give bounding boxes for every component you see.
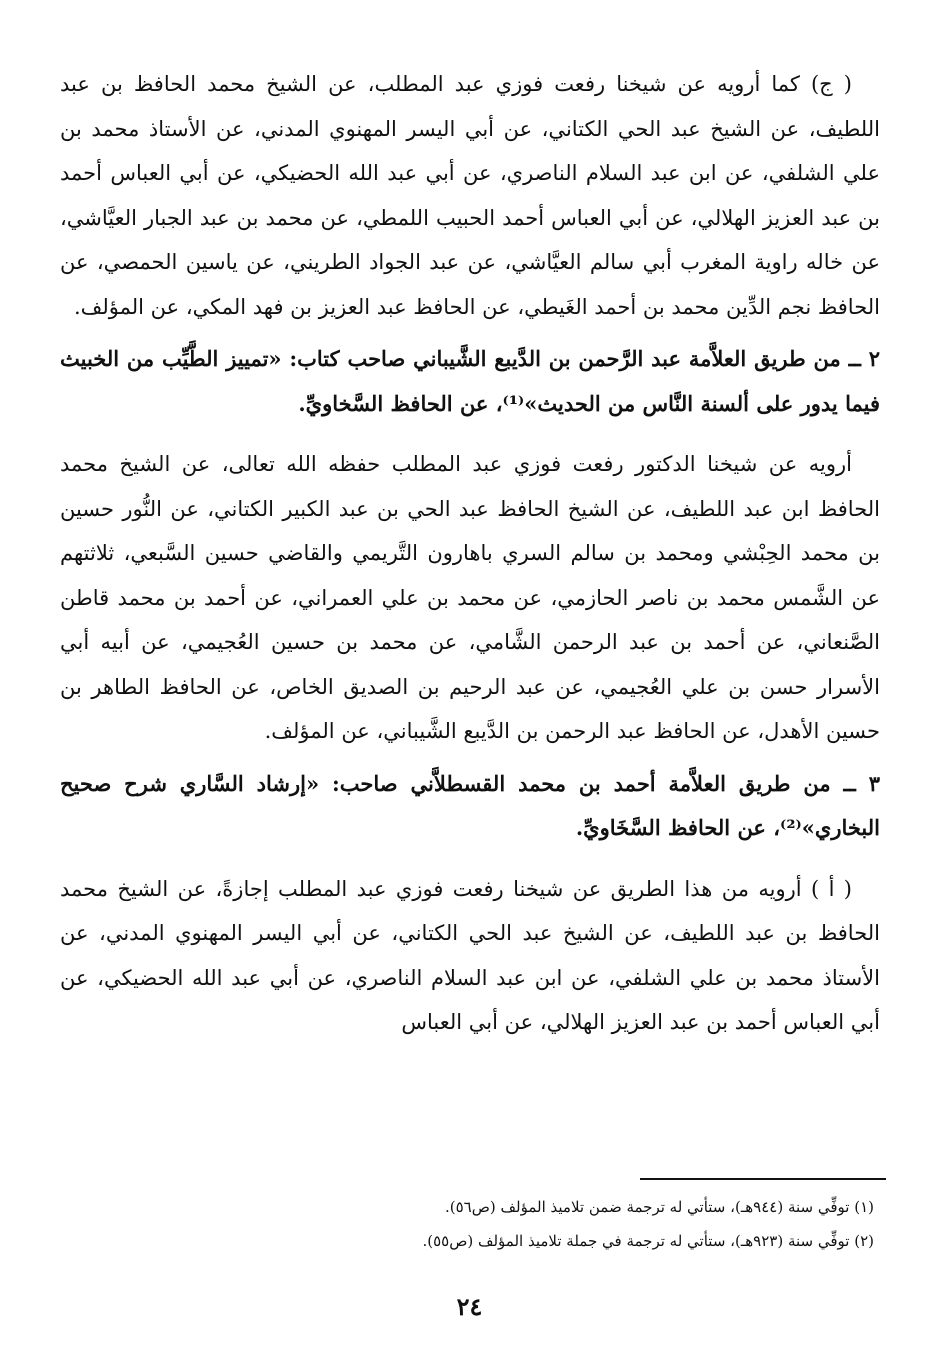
paragraph-isnad-c: ( ج) كما أرويه عن شيخنا رفعت فوزي عبد المطلب، عن الشيخ محمد الحافظ بن عبد اللطيف، عن الشيخ عبد الحي الكتاني، عن أبي اليسر المهنوي المدني، عن الأستاذ محمد بن علي الشلفي، عن ابن عبد السلام الناصري، عن أبي عبد الله الحضيكي، عن أبي العباس أحمد بن عبد العزيز الهلالي، عن أبي العباس أحمد الحبيب اللمطي، عن محمد بن عبد الجبار العيَّاشي، عن خاله راوية المغرب أبي سالم العيَّاشي، عن عبد الجواد الطريني، عن ياسين الحمصي، عن الحافظ نجم الدِّين محمد بن أحمد الغَيطي، عن الحافظ عبد العزيز بن فهد المكي، عن المؤلف. <box>60 72 880 319</box>
heading-section-2: ٢ ــ من طريق العلاَّمة عبد الرَّحمن بن الدَّيبع الشَّيباني صاحب كتاب: «تمييز الطَّيِّب من الخبيث فيما يدور على ألسنة النَّاس من الحديث»⁽¹⁾، عن الحافظ السَّخاويِّ. <box>60 346 880 416</box>
page-number: ٢٤ <box>456 1292 483 1321</box>
footnote-1: (١) توفِّي سنة (٩٤٤هـ)، ستأتي له ترجمة ضمن تلاميذ المؤلف (ص٥٦). <box>445 1198 874 1216</box>
page-body <box>60 62 880 1045</box>
footnote-2: (٢) توفِّي سنة (٩٢٣هـ)، ستأتي له ترجمة في جملة تلاميذ المؤلف (ص٥٥). <box>422 1232 874 1250</box>
paragraph-isnad-a: ( أ ) أرويه من هذا الطريق عن شيخنا رفعت فوزي عبد المطلب إجازةً، عن الشيخ محمد الحافظ بن عبد اللطيف، عن الشيخ عبد الحي الكتاني، عن أبي اليسر المهنوي المدني، عن الأستاذ محمد بن علي الشلفي، عن ابن عبد السلام الناصري، عن أبي عبد الله الحضيكي، عن أبي العباس أحمد بن عبد العزيز الهلالي، عن أبي العباس <box>60 876 880 1034</box>
footnote-divider <box>640 1178 886 1180</box>
heading-section-3: ٣ ــ من طريق العلاَّمة أحمد بن محمد القسطلاَّني صاحب: «إرشاد السَّاري شرح صحيح البخاري»⁽²⁾، عن الحافظ السَّخَاويِّ. <box>60 770 880 840</box>
footnotes <box>60 1190 880 1258</box>
paragraph-isnad-2: أرويه عن شيخنا الدكتور رفعت فوزي عبد المطلب حفظه الله تعالى، عن الشيخ محمد الحافظ ابن عبد اللطيف، عن الشيخ الحافظ عبد الحي بن عبد الكبير الكتاني، عن النُّور حسين بن محمد الحِبْشي ومحمد بن سالم السري باهارون التَّريمي والقاضي حسين السَّبعي، ثلاثتهم عن الشَّمس محمد بن ناصر الحازمي، عن محمد بن علي العمراني، عن أحمد بن محمد قاطن الصَّنعاني، عن أحمد بن عبد الرحمن الشَّامي، عن محمد بن حسين العُجيمي، عن أبيه أبي الأسرار حسن بن علي العُجيمي، عن عبد الرحيم بن الصديق الخاص، عن الحافظ الطاهر بن حسين الأهدل، عن الحافظ عبد الرحمن بن الدَّيبع الشَّيباني، عن المؤلف. <box>60 452 880 743</box>
